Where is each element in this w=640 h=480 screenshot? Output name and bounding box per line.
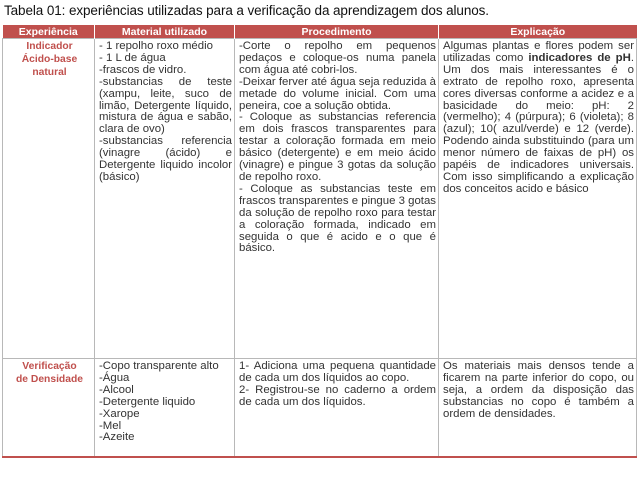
cell-experiencia — [3, 39, 95, 359]
procedure-step: - Coloque as substancias referencia em dois frascos transparentes para testar a coloração formada em meio básico (detergente) e em meio ácido (vinagre) e pingue 3 gotas da solução de repolho roxo. — [239, 111, 436, 183]
table-row — [3, 39, 637, 359]
header-material: Material utilizado — [95, 25, 235, 39]
material-item: -Mel — [99, 419, 122, 432]
procedure-step: 2- Registrou-se no caderno a ordem de cada um dos líquidos. — [239, 383, 436, 408]
experiment-name-line: de Densidade — [16, 374, 83, 385]
table-caption: Tabela 01: experiências utilizadas para a verificação da aprendizagem dos alunos. — [4, 3, 489, 18]
cell-explicacao — [439, 359, 637, 458]
material-item: -frascos de vidro. — [99, 63, 187, 76]
cell-material — [95, 359, 235, 458]
material-item: - 1 repolho roxo médio — [99, 40, 213, 52]
material-item: -Alcool — [99, 383, 134, 396]
header-experiencia: Experiência — [3, 25, 95, 39]
experiments-table — [2, 25, 637, 458]
material-item: -substancias referencia (vinagre (ácido) e Detergente liquido incolor (básico) — [99, 135, 232, 183]
material-item: -Azeite — [99, 431, 135, 444]
material-item: -Água — [99, 371, 130, 384]
explanation-text: Algumas plantas e flores podem ser utilizadas como — [443, 40, 634, 64]
experiment-name-line: Verificação — [22, 361, 77, 372]
procedure-step: -Corte o repolho em pequenos pedaços e coloque-os numa panela com água até cobri-los. — [239, 40, 436, 76]
cell-procedimento — [235, 359, 439, 458]
experiment-name-line: Indicador — [26, 41, 73, 52]
explanation-bold-term: indicadores de pH — [528, 51, 631, 64]
cell-procedimento — [235, 39, 439, 359]
header-procedimento: Procedimento — [235, 25, 439, 39]
cell-material — [95, 39, 235, 359]
material-item: -Xarope — [99, 407, 140, 420]
cell-explicacao — [439, 39, 637, 359]
explanation-text: Os materiais mais densos tende a ficarem na parte inferior do copo, ou seja, a ordem da disposição das substancias no copo é também a ordem de densidades. — [443, 360, 634, 420]
material-item: -Copo transparente alto — [99, 360, 219, 372]
explanation-text: . Um dos mais interessantes é o extrato de repolho roxo, apresenta cores diversas conforme a acidez e a basicidade do meio: pH: 2 (vermelho); 4 (púrpura); 6 (violeta); 8 (azul); 10( azul/verde) e 12 (verde). Podendo ainda substituindo (para um menor número de faixas de pH) os papéis de indicadores universais. Com isso simplificando a explicação dos conceitos acido e básico — [443, 51, 634, 195]
material-item: - 1 L de água — [99, 51, 166, 64]
material-item: -substancias de teste (xampu, leite, suco de limão, Detergente líquido, mistura de água e sabão, clara de ovo) — [99, 75, 232, 136]
table-header-row — [3, 25, 637, 39]
experiment-name-line: natural — [32, 67, 67, 78]
header-explicacao: Explicação — [439, 25, 637, 39]
material-item: -Detergente liquido — [99, 395, 196, 408]
procedure-step: 1- Adiciona uma pequena quantidade de cada um dos líquidos ao copo. — [239, 360, 436, 384]
procedure-step: -Deixar ferver até água seja reduzida à metade do volume inicial. Com uma peneira, coe a solução obtida. — [239, 75, 436, 112]
procedure-step: - Coloque as substancias teste em frascos transparentes e pingue 3 gotas da solução de repolho roxo para testar a coloração formada, indicado em seguida o que é acido e o que é básico. — [239, 182, 436, 255]
experiment-name-line: Ácido-base — [21, 54, 78, 65]
table-row — [3, 359, 637, 458]
cell-experiencia — [3, 359, 95, 458]
